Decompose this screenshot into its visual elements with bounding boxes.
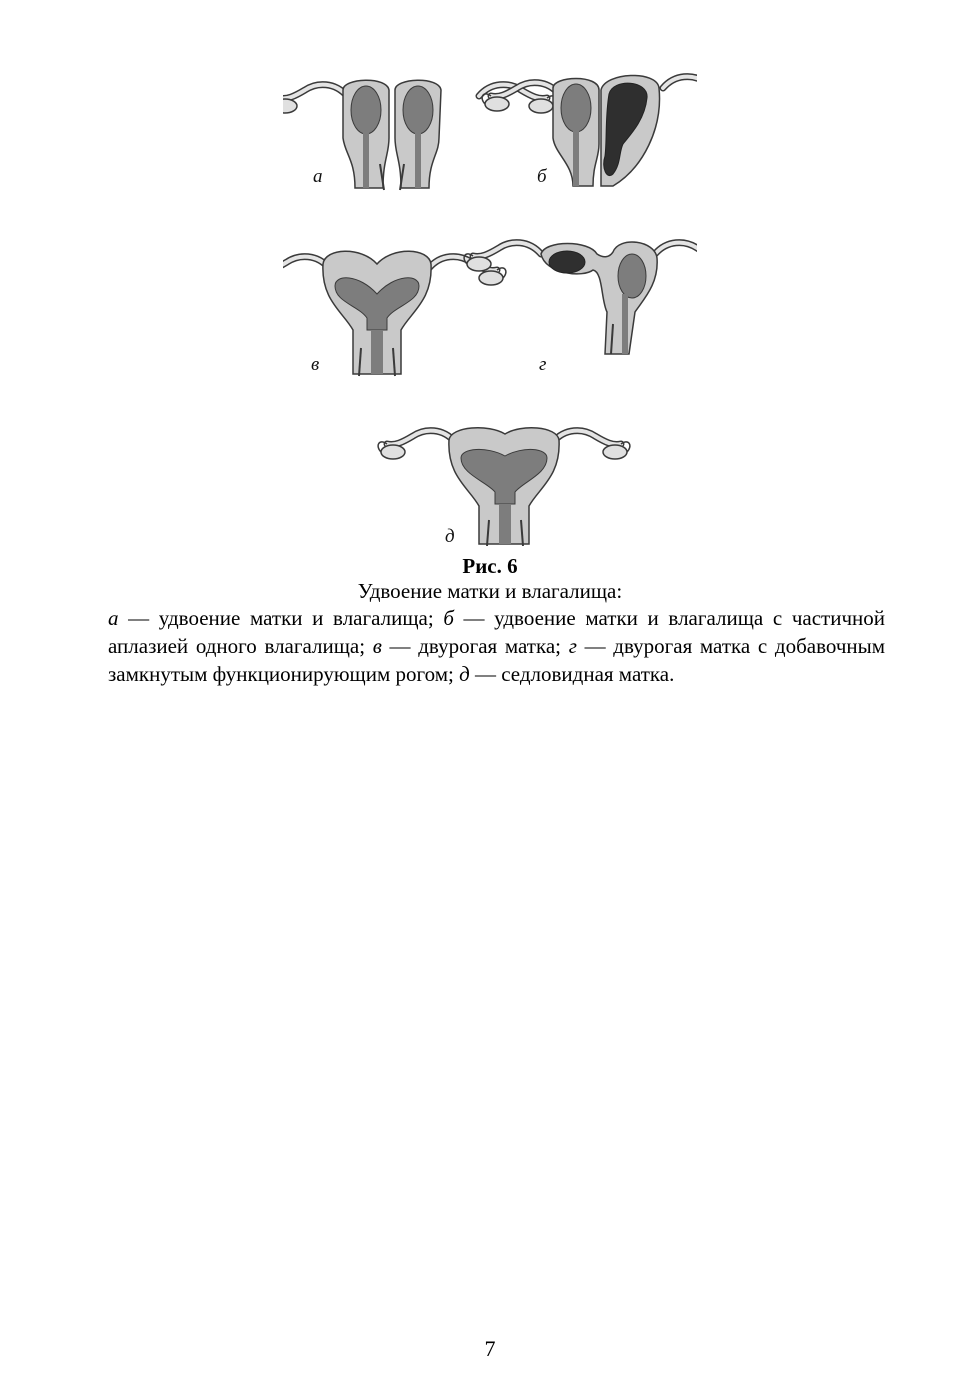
- panel-a-diagram: [283, 80, 556, 190]
- panel-label-b: б: [537, 166, 547, 187]
- panel-b-diagram: [482, 75, 697, 187]
- legend-text-g: — двурогая матка с добавочным замкнутым функционирующим рогом;: [108, 634, 886, 686]
- figure-title: Рис. 6: [462, 554, 518, 578]
- panel-label-a: а: [313, 166, 323, 187]
- legend-text-v: — двурогая матка;: [381, 634, 569, 658]
- legend-key-g: г: [568, 634, 577, 658]
- legend-key-b: б: [443, 606, 454, 630]
- panel-label-d: д: [445, 526, 455, 546]
- figure-subtitle: Удвоение матки и влагалища:: [357, 579, 623, 603]
- legend-key-a: а: [108, 606, 119, 630]
- page-number: 7: [484, 1336, 496, 1361]
- panel-g-diagram: [464, 242, 697, 375]
- legend-text-d: — седловидная матка.: [469, 662, 675, 686]
- legend-text-b: — удвоение матки и влагалища с частичной аплазией одного влагалища;: [108, 606, 885, 658]
- figure-6: [283, 68, 697, 546]
- panel-label-v: в: [311, 354, 320, 375]
- legend-key-v: в: [372, 634, 382, 658]
- legend-key-d: д: [459, 662, 470, 686]
- figure-legend: [108, 604, 885, 688]
- panel-d-diagram: [378, 428, 630, 546]
- legend-text-a: — удвоение матки и влагалища;: [118, 606, 444, 630]
- panel-label-g: г: [539, 354, 547, 375]
